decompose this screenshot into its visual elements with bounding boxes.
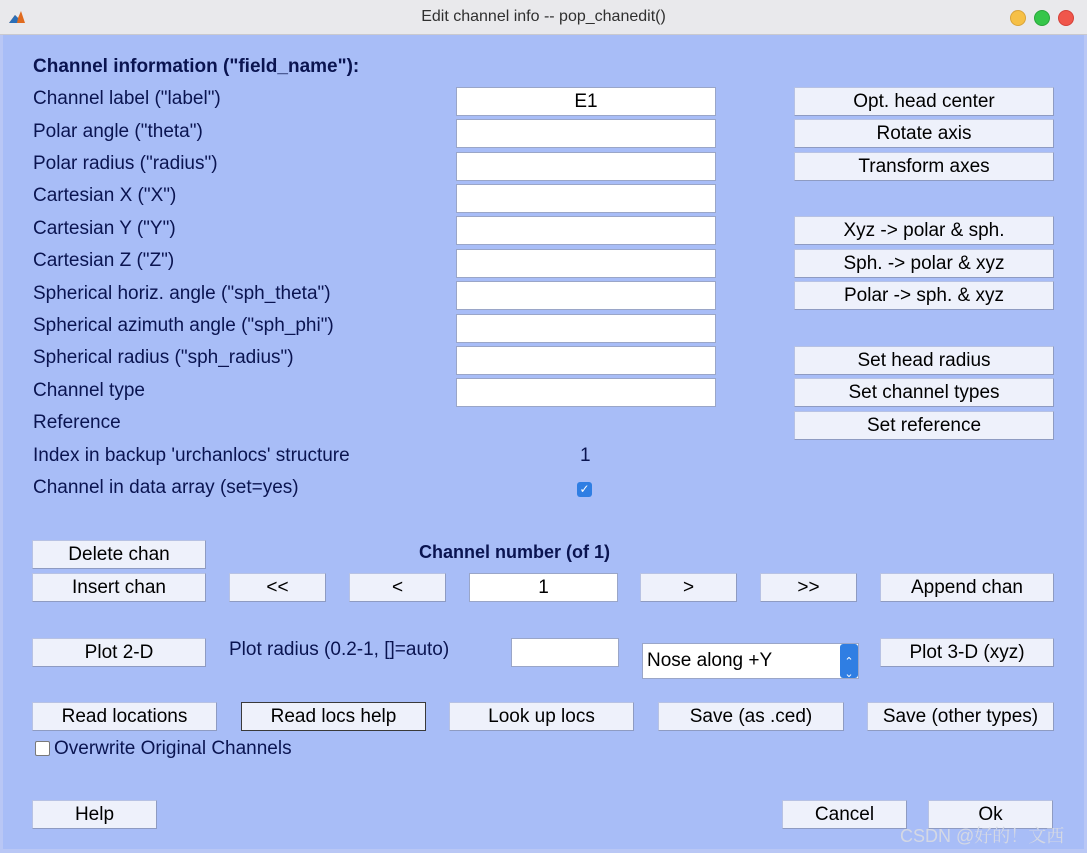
label-channel-label: Channel label ("label") <box>33 88 221 109</box>
append-chan-button[interactable]: Append chan <box>880 573 1054 602</box>
overwrite-label: Overwrite Original Channels <box>54 738 292 759</box>
label-urchan-index: Index in backup 'urchanlocs' structure <box>33 445 350 466</box>
last-channel-button[interactable]: >> <box>760 573 857 602</box>
sph-theta-field[interactable] <box>456 281 716 310</box>
insert-chan-button[interactable]: Insert chan <box>32 573 206 602</box>
nose-direction-select[interactable] <box>642 643 859 679</box>
plot-radius-field[interactable] <box>511 638 619 667</box>
polar-to-sph-xyz-button[interactable]: Polar -> sph. & xyz <box>794 281 1054 310</box>
rotate-axis-button[interactable]: Rotate axis <box>794 119 1054 148</box>
first-channel-button[interactable]: << <box>229 573 326 602</box>
channel-number-label: Channel number (of 1) <box>419 542 611 562</box>
label-polar-radius: Polar radius ("radius") <box>33 153 218 174</box>
overwrite-checkbox[interactable] <box>35 741 50 756</box>
channel-info-header: Channel information ("field_name"): <box>33 56 360 77</box>
channel-label-field[interactable]: E1 <box>456 87 716 116</box>
next-channel-button[interactable]: > <box>640 573 737 602</box>
ok-button[interactable]: Ok <box>928 800 1053 829</box>
label-data-array: Channel in data array (set=yes) <box>33 477 299 498</box>
transform-axes-button[interactable]: Transform axes <box>794 152 1054 181</box>
read-locations-button[interactable]: Read locations <box>32 702 217 731</box>
set-reference-button[interactable]: Set reference <box>794 411 1054 440</box>
minimize-button[interactable] <box>1010 10 1026 26</box>
set-head-radius-button[interactable]: Set head radius <box>794 346 1054 375</box>
window-title: Edit channel info -- pop_chanedit() <box>421 8 666 25</box>
label-sph-theta: Spherical horiz. angle ("sph_theta") <box>33 283 331 304</box>
plot-2d-button[interactable]: Plot 2-D <box>32 638 206 667</box>
nose-direction-value: Nose along +Y <box>647 650 773 671</box>
look-up-locs-button[interactable]: Look up locs <box>449 702 634 731</box>
plot-radius-label: Plot radius (0.2-1, []=auto) <box>229 639 450 660</box>
help-button[interactable]: Help <box>32 800 157 829</box>
polar-radius-field[interactable] <box>456 152 716 181</box>
label-cartesian-z: Cartesian Z ("Z") <box>33 250 175 271</box>
data-array-checkbox[interactable] <box>577 482 592 497</box>
cartesian-x-field[interactable] <box>456 184 716 213</box>
cartesian-y-field[interactable] <box>456 216 716 245</box>
xyz-to-polar-sph-button[interactable]: Xyz -> polar & sph. <box>794 216 1054 245</box>
read-locs-help-button[interactable]: Read locs help <box>241 702 426 731</box>
urchan-index-value: 1 <box>580 445 591 466</box>
channel-type-field[interactable] <box>456 378 716 407</box>
label-polar-angle: Polar angle ("theta") <box>33 121 203 142</box>
dialog-content <box>3 35 1084 849</box>
save-ced-button[interactable]: Save (as .ced) <box>658 702 844 731</box>
cancel-button[interactable]: Cancel <box>782 800 907 829</box>
sph-radius-field[interactable] <box>456 346 716 375</box>
sph-phi-field[interactable] <box>456 314 716 343</box>
polar-angle-field[interactable] <box>456 119 716 148</box>
prev-channel-button[interactable]: < <box>349 573 446 602</box>
delete-chan-button[interactable]: Delete chan <box>32 540 206 569</box>
maximize-button[interactable] <box>1034 10 1050 26</box>
label-reference: Reference <box>33 412 121 433</box>
cartesian-z-field[interactable] <box>456 249 716 278</box>
opt-head-center-button[interactable]: Opt. head center <box>794 87 1054 116</box>
label-sph-phi: Spherical azimuth angle ("sph_phi") <box>33 315 334 336</box>
save-other-types-button[interactable]: Save (other types) <box>867 702 1054 731</box>
csdn-watermark: CSDN @好的！文西 <box>900 826 1065 846</box>
close-button[interactable] <box>1058 10 1074 26</box>
title-bar <box>0 0 1087 35</box>
label-cartesian-y: Cartesian Y ("Y") <box>33 218 176 239</box>
label-channel-type: Channel type <box>33 380 145 401</box>
label-sph-radius: Spherical radius ("sph_radius") <box>33 347 294 368</box>
checkmark-icon: ✓ <box>579 482 590 496</box>
updown-chevron-icon: ⌃ ⌄ <box>840 644 858 678</box>
label-cartesian-x: Cartesian X ("X") <box>33 185 177 206</box>
channel-number-field[interactable]: 1 <box>469 573 618 602</box>
sph-to-polar-xyz-button[interactable]: Sph. -> polar & xyz <box>794 249 1054 278</box>
set-channel-types-button[interactable]: Set channel types <box>794 378 1054 407</box>
plot-3d-button[interactable]: Plot 3-D (xyz) <box>880 638 1054 667</box>
